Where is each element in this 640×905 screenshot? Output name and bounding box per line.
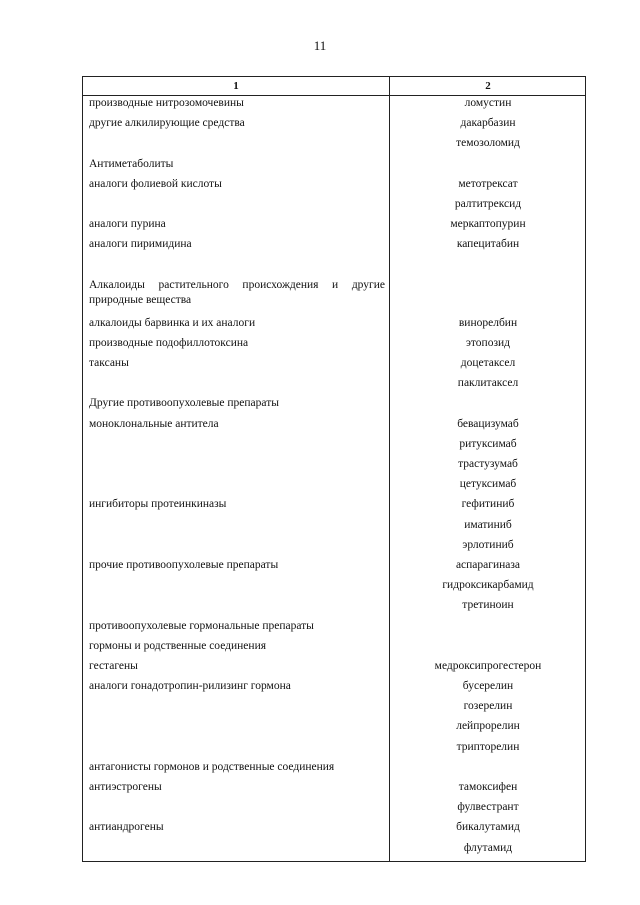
row-drug: трастузумаб <box>458 458 518 470</box>
row-drug: винорелбин <box>458 316 518 329</box>
table-row <box>83 497 585 517</box>
table-row <box>83 157 585 177</box>
row-category: моноклональные антитела <box>89 417 219 430</box>
table-row <box>83 477 585 497</box>
row-drug: бевацизумаб <box>457 417 519 430</box>
row-category: гормоны и родственные соединения <box>89 639 267 652</box>
table-row <box>83 417 585 437</box>
table-row <box>83 237 585 257</box>
row-drug: темозоломид <box>456 137 520 150</box>
table-row <box>83 538 585 558</box>
row-drug: гидроксикарбамид <box>442 579 534 592</box>
table-row <box>83 217 585 237</box>
table-row <box>83 356 585 376</box>
table-row <box>83 258 585 278</box>
table-row <box>83 96 585 116</box>
row-category: антиандрогены <box>89 821 164 834</box>
table-row <box>83 376 585 396</box>
row-category: прочие противоопухолевые препараты <box>89 558 279 571</box>
table-row <box>83 800 585 820</box>
row-drug: бикалутамид <box>456 821 520 834</box>
row-drug: флутамид <box>463 841 513 854</box>
row-drug: фулвестрант <box>457 801 519 814</box>
row-drug: доцетаксел <box>460 357 516 370</box>
row-category: производные нитрозомочевины <box>89 97 244 109</box>
row-drug: этопозид <box>465 336 510 349</box>
row-drug: цетуксимаб <box>459 478 517 491</box>
row-category: противоопухолевые гормональные препараты <box>89 619 314 632</box>
row-drug: метотрексат <box>458 177 518 190</box>
row-drug: меркаптопурин <box>450 218 526 231</box>
row-drug: паклитаксел <box>457 377 519 390</box>
table-row <box>83 558 585 578</box>
table-row <box>83 116 585 136</box>
table-row <box>83 278 585 316</box>
row-category: другие алкилирующие средства <box>89 117 245 130</box>
row-drug: дакарбазин <box>460 117 516 130</box>
table-row <box>83 197 585 217</box>
header-col-2: 2 <box>485 80 491 92</box>
table-row <box>83 578 585 598</box>
row-category: ингибиторы протеинкиназы <box>89 498 227 511</box>
row-drug: капецитабин <box>456 238 520 251</box>
row-category: гестагены <box>89 659 138 672</box>
table-header-row <box>83 77 585 96</box>
row-drug: иматиниб <box>464 518 512 531</box>
table-row <box>83 719 585 739</box>
row-category: Антиметаболиты <box>89 157 174 170</box>
row-drug: третиноин <box>462 599 514 612</box>
table-row <box>83 659 585 679</box>
row-category: аналоги пиримидина <box>89 238 192 251</box>
row-category: аналоги гонадотропин-рилизинг гормона <box>89 680 291 693</box>
table-row <box>83 760 585 780</box>
table-row <box>83 619 585 639</box>
row-category: Алкалоиды растительного происхождения и другие природные вещества <box>89 278 385 306</box>
row-category: алкалоиды барвинка и их аналоги <box>89 316 256 329</box>
row-category: аналоги фолиевой кислоты <box>89 177 222 190</box>
row-drug: бусерелин <box>462 680 514 693</box>
row-drug: гефитиниб <box>461 498 515 511</box>
row-drug: ралтитрексид <box>454 197 522 210</box>
page-number: 11 <box>313 38 327 53</box>
table-row <box>83 396 585 416</box>
row-category: Другие противоопухолевые препараты <box>89 397 279 410</box>
table-row <box>83 699 585 719</box>
table-row <box>83 177 585 197</box>
row-category: антиэстрогены <box>89 781 162 793</box>
table-row <box>83 780 585 800</box>
table-row <box>83 679 585 699</box>
table-row <box>83 457 585 477</box>
row-drug: эрлотиниб <box>462 538 514 551</box>
row-category: аналоги пурина <box>89 218 166 231</box>
table-row <box>83 518 585 538</box>
table-body <box>83 96 585 861</box>
row-drug: ритуксимаб <box>459 437 517 450</box>
row-drug: аспарагиназа <box>455 558 521 571</box>
table-row <box>83 316 585 336</box>
row-category: антагонисты гормонов и родственные соединения <box>89 760 335 773</box>
row-drug: лейпрорелин <box>456 720 520 733</box>
row-drug: ломустин <box>464 97 512 109</box>
row-drug: гозерелин <box>463 700 513 713</box>
row-category: производные подофиллотоксина <box>89 336 249 349</box>
table-row <box>83 740 585 760</box>
table-row <box>83 136 585 156</box>
table-row <box>83 841 585 861</box>
row-category: таксаны <box>89 357 129 370</box>
table-row <box>83 598 585 618</box>
table-row <box>83 437 585 457</box>
table-row <box>83 336 585 356</box>
table-row <box>83 639 585 659</box>
row-drug: трипторелин <box>456 740 520 753</box>
row-drug: медроксипрогестерон <box>434 659 542 672</box>
drug-classification-table <box>82 76 586 862</box>
table-row <box>83 820 585 840</box>
row-drug: тамоксифен <box>458 781 518 793</box>
header-col-1: 1 <box>233 80 239 92</box>
